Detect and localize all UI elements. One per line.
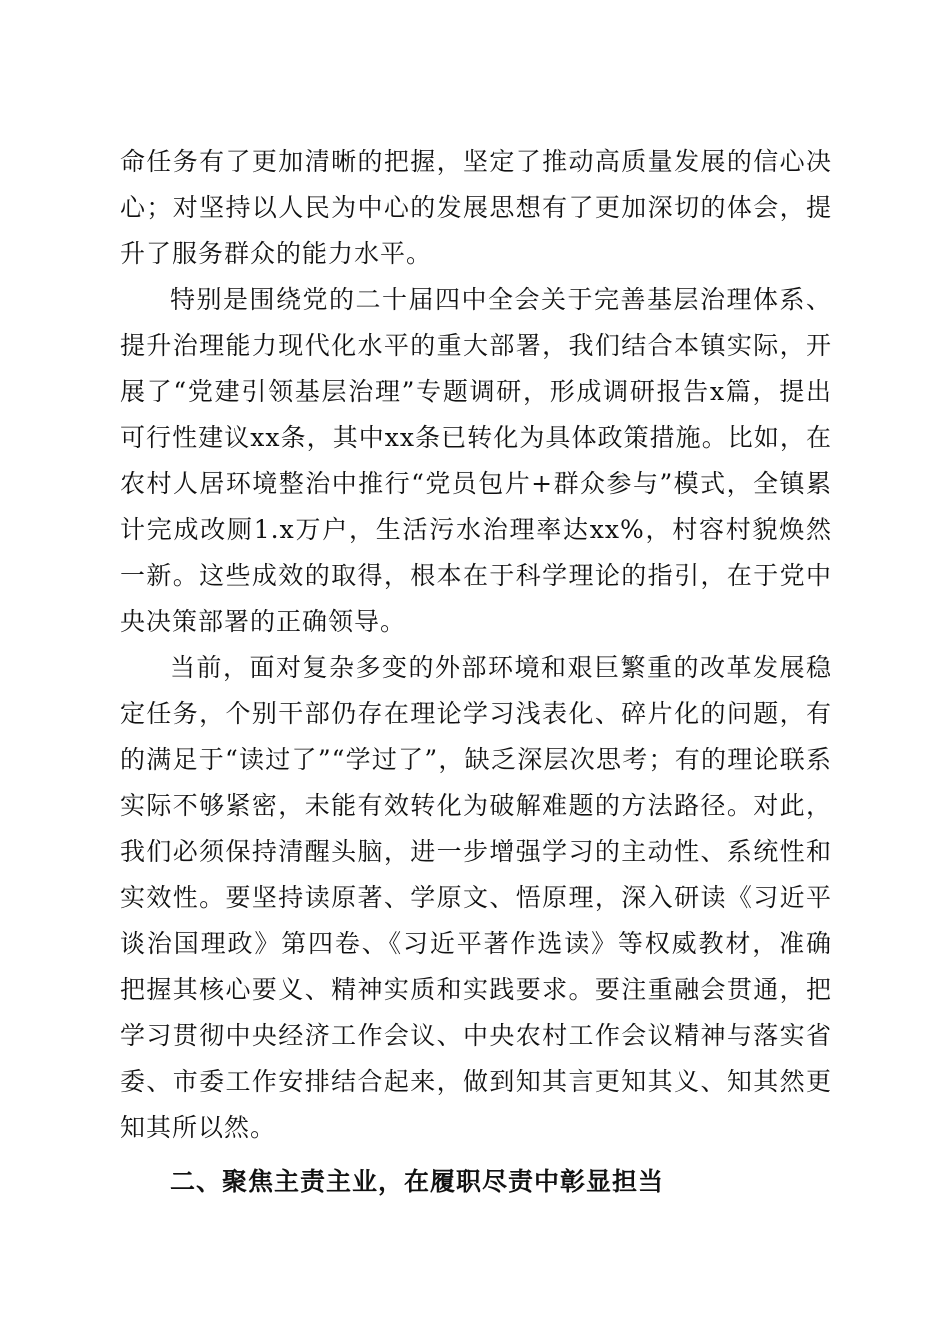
paragraph-grassroots-governance: 特别是围绕党的二十届四中全会关于完善基层治理体系、提升治理能力现代化水平的重大部署，我们结合本镇实际，开展了“党建引领基层治理”专题调研，形成调研报告x篇，提出可行性建议xx条，其中xx条已转化为具体政策措施。比如，在农村人居环境整治中推行“党员包片+群众参与”模式，全镇累计完成改厕1.x万户，生活污水治理率达xx%，村容村貌焕然一新。这些成效的取得，根本在于科学理论的指引，在于党中央决策部署的正确领导。 (120, 285, 832, 636)
paragraph-continuation: 命任务有了更加清晰的把握，坚定了推动高质量发展的信心决心；对坚持以人民为中心的发展思想有了更加深切的体会，提升了服务群众的能力水平。 (120, 147, 832, 268)
document-body (120, 139, 832, 1205)
section-heading: 二、聚焦主责主业，在履职尽责中彰显担当 (170, 1167, 665, 1196)
paragraph-current-situation: 当前，面对复杂多变的外部环境和艰巨繁重的改革发展稳定任务，个别干部仍存在理论学习浅表化、碎片化的问题，有的满足于“读过了”“学过了”，缺乏深层次思考；有的理论联系实际不够紧密，未能有效转化为破解难题的方法路径。对此，我们必须保持清醒头脑，进一步增强学习的主动性、系统性和实效性。要坚持读原著、学原文、悟原理，深入研读《习近平谈治国理政》第四卷、《习近平著作选读》等权威教材，准确把握其核心要义、精神实质和实践要求。要注重融会贯通，把学习贯彻中央经济工作会议、中央农村工作会议精神与落实省委、市委工作安排结合起来，做到知其言更知其义、知其然更知其所以然。 (120, 653, 832, 1142)
